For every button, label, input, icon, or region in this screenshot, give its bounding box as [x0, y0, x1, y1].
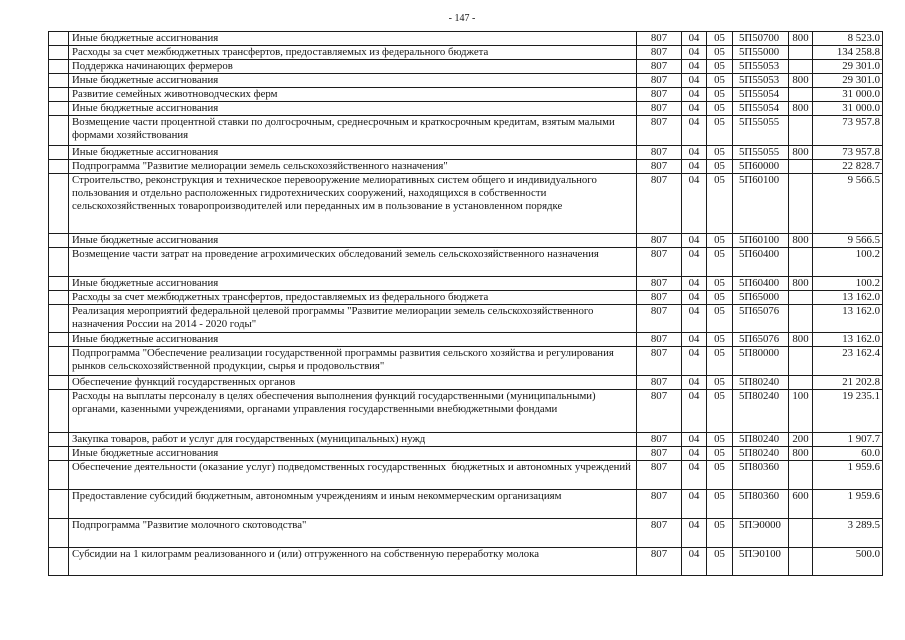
row-marker-cell [49, 519, 69, 548]
amount: 13 162.0 [813, 305, 883, 333]
ministry-code: 807 [637, 519, 682, 548]
target-article-code: 5П80240 [733, 447, 789, 461]
expense-type-code [789, 376, 813, 390]
expense-type-code: 800 [789, 277, 813, 291]
table-row [49, 291, 883, 305]
table-row [49, 390, 883, 433]
target-article-code: 5П80360 [733, 490, 789, 519]
item-name: Иные бюджетные ассигнования [69, 447, 637, 461]
subsection-code: 05 [707, 305, 733, 333]
table-row [49, 277, 883, 291]
target-article-code: 5П60000 [733, 160, 789, 174]
subsection-code: 05 [707, 32, 733, 46]
item-name: Возмещение части процентной ставки по долгосрочным, среднесрочным и краткосрочным кредитам, взятым малыми формами хозяйствования [69, 116, 637, 146]
row-marker-cell [49, 433, 69, 447]
item-name: Закупка товаров, работ и услуг для государственных (муниципальных) нужд [69, 433, 637, 447]
table-row [49, 248, 883, 277]
section-code: 04 [682, 60, 707, 74]
target-article-code: 5П60100 [733, 234, 789, 248]
row-marker-cell [49, 146, 69, 160]
subsection-code: 05 [707, 490, 733, 519]
ministry-code: 807 [637, 160, 682, 174]
item-name: Иные бюджетные ассигнования [69, 277, 637, 291]
target-article-code: 5П55055 [733, 146, 789, 160]
target-article-code: 5П80240 [733, 433, 789, 447]
amount: 1 907.7 [813, 433, 883, 447]
table-row [49, 234, 883, 248]
expense-type-code [789, 60, 813, 74]
subsection-code: 05 [707, 347, 733, 376]
ministry-code: 807 [637, 376, 682, 390]
target-article-code: 5П55055 [733, 116, 789, 146]
subsection-code: 05 [707, 376, 733, 390]
item-name: Иные бюджетные ассигнования [69, 102, 637, 116]
item-name: Возмещение части затрат на проведение агрохимических обследований земель сельскохозяйственного назначения [69, 248, 637, 277]
expense-type-code: 100 [789, 390, 813, 433]
section-code: 04 [682, 160, 707, 174]
target-article-code: 5П80240 [733, 390, 789, 433]
target-article-code: 5П55054 [733, 102, 789, 116]
row-marker-cell [49, 490, 69, 519]
target-article-code: 5П80360 [733, 461, 789, 490]
row-marker-cell [49, 347, 69, 376]
subsection-code: 05 [707, 116, 733, 146]
section-code: 04 [682, 46, 707, 60]
subsection-code: 05 [707, 234, 733, 248]
subsection-code: 05 [707, 102, 733, 116]
row-marker-cell [49, 234, 69, 248]
subsection-code: 05 [707, 60, 733, 74]
row-marker-cell [49, 333, 69, 347]
row-marker-cell [49, 291, 69, 305]
subsection-code: 05 [707, 88, 733, 102]
section-code: 04 [682, 146, 707, 160]
ministry-code: 807 [637, 333, 682, 347]
expense-type-code [789, 347, 813, 376]
amount: 8 523.0 [813, 32, 883, 46]
subsection-code: 05 [707, 248, 733, 277]
table-row [49, 74, 883, 88]
ministry-code: 807 [637, 88, 682, 102]
subsection-code: 05 [707, 277, 733, 291]
target-article-code: 5П55053 [733, 74, 789, 88]
ministry-code: 807 [637, 548, 682, 576]
expense-type-code: 800 [789, 146, 813, 160]
amount: 9 566.5 [813, 174, 883, 234]
ministry-code: 807 [637, 291, 682, 305]
ministry-code: 807 [637, 116, 682, 146]
amount: 500.0 [813, 548, 883, 576]
row-marker-cell [49, 548, 69, 576]
section-code: 04 [682, 347, 707, 376]
item-name: Расходы на выплаты персоналу в целях обеспечения выполнения функций государственными (муниципальными) органами, казенными учреждениями, органами управления государственными внебюджетными фондами [69, 390, 637, 433]
subsection-code: 05 [707, 146, 733, 160]
target-article-code: 5П55054 [733, 88, 789, 102]
expense-type-code: 800 [789, 234, 813, 248]
section-code: 04 [682, 461, 707, 490]
amount: 73 957.8 [813, 146, 883, 160]
ministry-code: 807 [637, 447, 682, 461]
subsection-code: 05 [707, 74, 733, 88]
table-row [49, 60, 883, 74]
section-code: 04 [682, 376, 707, 390]
section-code: 04 [682, 490, 707, 519]
row-marker-cell [49, 447, 69, 461]
ministry-code: 807 [637, 390, 682, 433]
table-row [49, 490, 883, 519]
ministry-code: 807 [637, 433, 682, 447]
expense-type-code [789, 519, 813, 548]
table-row [49, 102, 883, 116]
expense-type-code [789, 461, 813, 490]
section-code: 04 [682, 390, 707, 433]
amount: 31 000.0 [813, 102, 883, 116]
amount: 13 162.0 [813, 333, 883, 347]
expense-type-code [789, 46, 813, 60]
item-name: Развитие семейных животноводческих ферм [69, 88, 637, 102]
row-marker-cell [49, 305, 69, 333]
expense-type-code [789, 160, 813, 174]
row-marker-cell [49, 32, 69, 46]
expense-type-code [789, 116, 813, 146]
subsection-code: 05 [707, 160, 733, 174]
expense-type-code: 800 [789, 333, 813, 347]
amount: 9 566.5 [813, 234, 883, 248]
expense-type-code [789, 248, 813, 277]
item-name: Иные бюджетные ассигнования [69, 146, 637, 160]
table-row [49, 333, 883, 347]
section-code: 04 [682, 32, 707, 46]
table-row [49, 519, 883, 548]
section-code: 04 [682, 116, 707, 146]
table-row [49, 160, 883, 174]
table-row [49, 548, 883, 576]
section-code: 04 [682, 548, 707, 576]
amount: 19 235.1 [813, 390, 883, 433]
target-article-code: 5ПЭ0100 [733, 548, 789, 576]
section-code: 04 [682, 433, 707, 447]
section-code: 04 [682, 333, 707, 347]
amount: 29 301.0 [813, 60, 883, 74]
row-marker-cell [49, 277, 69, 291]
section-code: 04 [682, 174, 707, 234]
ministry-code: 807 [637, 234, 682, 248]
item-name: Подпрограмма "Обеспечение реализации государственной программы развития сельского хозяйства и регулирования рынков сельскохозяйственной продукции, сырья и продовольствия" [69, 347, 637, 376]
row-marker-cell [49, 60, 69, 74]
subsection-code: 05 [707, 548, 733, 576]
subsection-code: 05 [707, 333, 733, 347]
subsection-code: 05 [707, 433, 733, 447]
amount: 29 301.0 [813, 74, 883, 88]
subsection-code: 05 [707, 291, 733, 305]
amount: 22 828.7 [813, 160, 883, 174]
item-name: Субсидии на 1 килограмм реализованного и (или) отгруженного на собственную переработку молока [69, 548, 637, 576]
expense-type-code: 800 [789, 74, 813, 88]
ministry-code: 807 [637, 277, 682, 291]
row-marker-cell [49, 160, 69, 174]
amount: 31 000.0 [813, 88, 883, 102]
item-name: Реализация мероприятий федеральной целевой программы "Развитие мелиорации земель сельскохозяйственного назначения России на 2014 - 2020 годы" [69, 305, 637, 333]
row-marker-cell [49, 116, 69, 146]
target-article-code: 5П60400 [733, 277, 789, 291]
ministry-code: 807 [637, 305, 682, 333]
item-name: Обеспечение функций государственных органов [69, 376, 637, 390]
amount: 134 258.8 [813, 46, 883, 60]
item-name: Обеспечение деятельности (оказание услуг) подведомственных государственных бюджетных и автономных учреждений [69, 461, 637, 490]
ministry-code: 807 [637, 60, 682, 74]
subsection-code: 05 [707, 46, 733, 60]
table-row [49, 32, 883, 46]
row-marker-cell [49, 461, 69, 490]
target-article-code: 5П60400 [733, 248, 789, 277]
expense-type-code [789, 88, 813, 102]
expense-type-code [789, 305, 813, 333]
section-code: 04 [682, 234, 707, 248]
item-name: Строительство, реконструкция и техническое перевооружение мелиоративных систем общего и индивидуального пользования и отдельно расположенных гидротехнических сооружений, находящихся в собственности сельскохозяйственных товаропроизводителей или переданных им в пользование в установленном порядке [69, 174, 637, 234]
expense-type-code [789, 548, 813, 576]
subsection-code: 05 [707, 461, 733, 490]
table-row [49, 46, 883, 60]
item-name: Расходы за счет межбюджетных трансфертов, предоставляемых из федерального бюджета [69, 46, 637, 60]
item-name: Подпрограмма "Развитие молочного скотоводства" [69, 519, 637, 548]
item-name: Поддержка начинающих фермеров [69, 60, 637, 74]
amount: 60.0 [813, 447, 883, 461]
table-row [49, 174, 883, 234]
ministry-code: 807 [637, 46, 682, 60]
section-code: 04 [682, 248, 707, 277]
table-row [49, 146, 883, 160]
table-row [49, 116, 883, 146]
row-marker-cell [49, 390, 69, 433]
target-article-code: 5П65000 [733, 291, 789, 305]
expense-type-code [789, 174, 813, 234]
section-code: 04 [682, 277, 707, 291]
amount: 1 959.6 [813, 490, 883, 519]
expense-type-code [789, 291, 813, 305]
row-marker-cell [49, 248, 69, 277]
table-row [49, 461, 883, 490]
amount: 100.2 [813, 277, 883, 291]
row-marker-cell [49, 88, 69, 102]
target-article-code: 5П65076 [733, 333, 789, 347]
item-name: Расходы за счет межбюджетных трансфертов, предоставляемых из федерального бюджета [69, 291, 637, 305]
table-row [49, 433, 883, 447]
budget-table-body [49, 32, 883, 576]
amount: 100.2 [813, 248, 883, 277]
page-number: - 147 - [448, 13, 476, 24]
expense-type-code: 600 [789, 490, 813, 519]
ministry-code: 807 [637, 74, 682, 88]
amount: 23 162.4 [813, 347, 883, 376]
subsection-code: 05 [707, 390, 733, 433]
ministry-code: 807 [637, 461, 682, 490]
row-marker-cell [49, 102, 69, 116]
table-row [49, 347, 883, 376]
amount: 3 289.5 [813, 519, 883, 548]
subsection-code: 05 [707, 519, 733, 548]
budget-table [48, 31, 883, 576]
ministry-code: 807 [637, 102, 682, 116]
row-marker-cell [49, 46, 69, 60]
row-marker-cell [49, 74, 69, 88]
ministry-code: 807 [637, 490, 682, 519]
item-name: Иные бюджетные ассигнования [69, 74, 637, 88]
ministry-code: 807 [637, 32, 682, 46]
ministry-code: 807 [637, 174, 682, 234]
section-code: 04 [682, 102, 707, 116]
row-marker-cell [49, 174, 69, 234]
target-article-code: 5П55053 [733, 60, 789, 74]
target-article-code: 5ПЭ0000 [733, 519, 789, 548]
target-article-code: 5П65076 [733, 305, 789, 333]
amount: 13 162.0 [813, 291, 883, 305]
section-code: 04 [682, 74, 707, 88]
item-name: Предоставление субсидий бюджетным, автономным учреждениям и иным некоммерческим организациям [69, 490, 637, 519]
section-code: 04 [682, 291, 707, 305]
section-code: 04 [682, 447, 707, 461]
target-article-code: 5П80240 [733, 376, 789, 390]
item-name: Подпрограмма "Развитие мелиорации земель сельскохозяйственного назначения" [69, 160, 637, 174]
item-name: Иные бюджетные ассигнования [69, 32, 637, 46]
item-name: Иные бюджетные ассигнования [69, 333, 637, 347]
expense-type-code: 200 [789, 433, 813, 447]
target-article-code: 5П80000 [733, 347, 789, 376]
table-row [49, 447, 883, 461]
table-row [49, 305, 883, 333]
expense-type-code: 800 [789, 447, 813, 461]
subsection-code: 05 [707, 174, 733, 234]
target-article-code: 5П55000 [733, 46, 789, 60]
ministry-code: 807 [637, 146, 682, 160]
section-code: 04 [682, 305, 707, 333]
ministry-code: 807 [637, 248, 682, 277]
amount: 1 959.6 [813, 461, 883, 490]
target-article-code: 5П50700 [733, 32, 789, 46]
section-code: 04 [682, 88, 707, 102]
amount: 21 202.8 [813, 376, 883, 390]
table-row [49, 88, 883, 102]
ministry-code: 807 [637, 347, 682, 376]
expense-type-code: 800 [789, 32, 813, 46]
amount: 73 957.8 [813, 116, 883, 146]
section-code: 04 [682, 519, 707, 548]
row-marker-cell [49, 376, 69, 390]
table-row [49, 376, 883, 390]
item-name: Иные бюджетные ассигнования [69, 234, 637, 248]
target-article-code: 5П60100 [733, 174, 789, 234]
expense-type-code: 800 [789, 102, 813, 116]
subsection-code: 05 [707, 447, 733, 461]
